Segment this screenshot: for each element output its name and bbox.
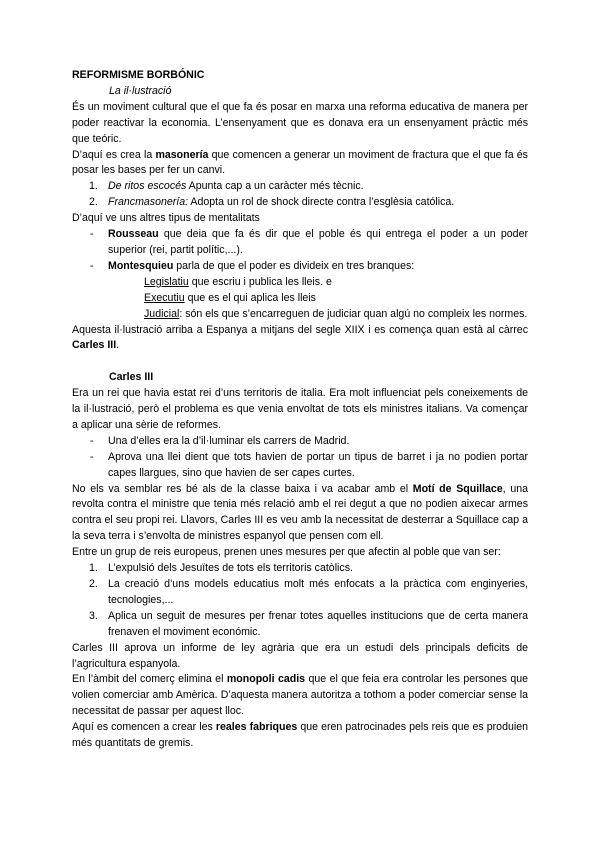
text-run: que escriu i publica les lleis. e [188, 275, 332, 288]
paragraph-espanya [72, 323, 528, 355]
text-run: Aquesta il·lustració arriba a Espanya a mitjans del segle XIIX i es comença quan està al càrrec [72, 323, 528, 336]
text-run: Aprova una llei dient que tots havien de portar un tipus de barret i ja no podien portar capes llargues, sino que havien de ser capes curtes. [108, 450, 528, 479]
list-number: 1. [89, 562, 98, 575]
text-run: . [116, 339, 120, 352]
dash-bullet: - [90, 259, 94, 272]
numbered-list-masoneria [72, 179, 528, 211]
list-number: 2. [89, 196, 98, 209]
dash-bullet: - [90, 450, 94, 463]
text-run: que deia que fa és dir que el poble és qui entrega el poder a un poder superior (rei, partit polític,...). [108, 228, 528, 256]
list-number: 3. [89, 609, 98, 622]
text-run: Aquí es comencen a crear les [72, 721, 216, 734]
numbered-list-mesures [72, 561, 528, 641]
list-item [72, 609, 528, 641]
italic-term: De ritos escocés [108, 180, 187, 193]
text-run: No els va semblar res bé als de la classe baixa i va acabar amb el [72, 482, 413, 495]
paragraph-mesures: Entre un grup de reis europeus, prenen unes mesures per que afectin al poble que van ser: [72, 546, 501, 559]
text-run: En l’àmbit del comerç elimina el [72, 673, 227, 686]
bold-term: Rousseau [108, 228, 159, 241]
document-page [72, 68, 528, 752]
text-run: que eren patrocinades pels reis que es produien més quantitats de gremis. [72, 721, 528, 750]
paragraph-fabriques [72, 720, 528, 752]
bullet-list-reforms [72, 434, 528, 482]
section-subtitle: La il·lustració [109, 84, 172, 97]
dash-bullet: - [90, 228, 94, 241]
bold-term: Motí de Squillace [412, 482, 503, 495]
text-run: que comencen a generar un moviment de fractura que el que fa és posar les bases per fer un canvi. [72, 148, 528, 177]
text-run: D’aquí es crea la [72, 148, 156, 161]
text-run: que el que feia era controlar les persones que volien comerciar amb Amèrica. D’aquesta manera autoritza a tothom a poder comerciar sense la necessitat de passar per aquest lloc. [72, 673, 529, 718]
paragraph-mentalitats: D’aquí ve uns altres tipus de mentalitats [72, 212, 260, 225]
text-run: Una d’elles era la d’il·luminar els carrers de Madrid. [108, 434, 350, 447]
list-item [72, 450, 528, 482]
section-heading-carles-iii: Carles III [109, 371, 154, 384]
bold-term: reales fabriques [215, 721, 298, 734]
text-run: Apunta cap a un caràcter més tècnic. [186, 180, 364, 193]
list-item [72, 179, 528, 195]
underlined-term: Legislatiu [144, 275, 189, 288]
bullet-list-thinkers [72, 227, 528, 275]
list-item [72, 434, 528, 450]
list-item [72, 561, 528, 577]
italic-term: Francmasonería: [108, 196, 189, 209]
bold-term: Carles III [72, 339, 117, 352]
list-number: 1. [89, 180, 98, 193]
text-run: , una revolta contra el ministre que tenia més relació amb el rei degut a que no podien aixecar armes contra el seu propi rei. Llavors, Carles III es veu amb la necessitat de desterrar a Squillace cap a la seva terra i s’envolta de ministres espanyol que pensen com ell. [72, 482, 528, 543]
paragraph-carles-intro: Era un rei que havia estat rei d’uns territoris de italia. Era molt influenciat pels coneixements de la il·lustració, però el problema es que venia envoltat de tots els ministres italians. Va començar a aplicar una sèrie de reformes. [72, 387, 528, 431]
text-run: parla de que el poder es divideix en tres branques: [173, 259, 415, 272]
list-item [72, 577, 528, 609]
branch-legislatiu [144, 275, 528, 291]
list-item [72, 259, 528, 275]
text-run: L’expulsió dels Jesuïtes de tots els territoris catòlics. [108, 562, 353, 575]
dash-bullet: - [90, 434, 94, 447]
bold-term: monopoli cadis [226, 673, 306, 686]
bold-term: masonería [155, 148, 209, 161]
paragraph-intro: És un moviment cultural que el que fa és posar en marxa una reforma educativa de manera per poder reactivar la economia. L’ensenyament que es donava era un ensenyament pràctic més que teóric. [72, 100, 528, 145]
spacer [72, 354, 528, 370]
paragraph-ley-agraria: Carles III aprova un informe de ley agrària que era un estudi dels principals deficits de l’agricultura espanyola. [72, 641, 528, 670]
branch-judicial [144, 307, 528, 323]
text-run: Adopta un rol de shock directe contra l’esglèsia católica. [188, 196, 455, 209]
text-run: La creació d’uns models educatius molt més enfocats a la pràctica com enginyeries, tecnologies,... [108, 577, 528, 606]
paragraph-masoneria [72, 148, 528, 180]
underlined-term: Judicial [144, 307, 180, 320]
list-item [72, 195, 528, 211]
document-title: REFORMISME BORBÓNIC [72, 69, 205, 81]
list-item [72, 227, 528, 259]
paragraph-moti [72, 482, 528, 546]
branch-executiu [144, 291, 528, 307]
bold-term: Montesquieu [108, 259, 174, 272]
text-run: : són els que s’encarreguen de judiciar quan algú no compleix les normes. [179, 307, 528, 320]
underlined-term: Executiu [144, 291, 185, 304]
text-run: que es el qui aplica les lleis [184, 291, 316, 304]
paragraph-comerc [72, 672, 528, 720]
list-number: 2. [89, 577, 98, 590]
text-run: Aplica un seguit de mesures per frenar totes aquelles institucions que de certa manera frenaven el moviment económic. [108, 609, 528, 638]
